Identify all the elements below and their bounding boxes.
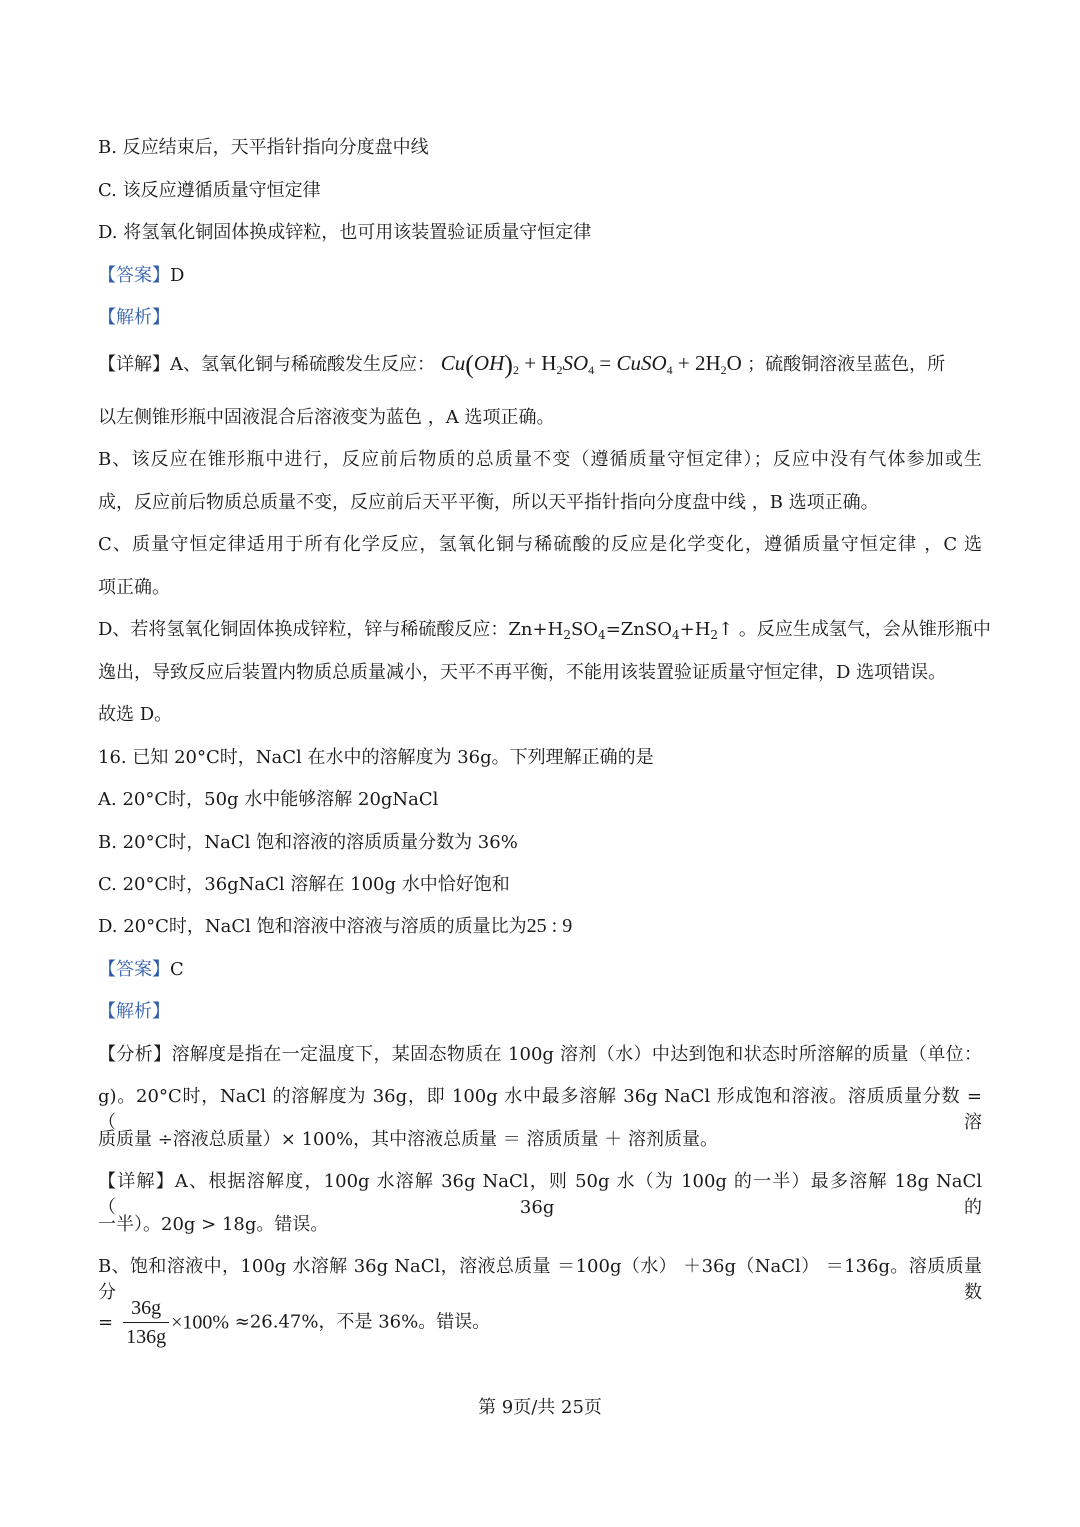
- q16-answer: [98, 955, 184, 981]
- q15-answer: [98, 261, 184, 287]
- q15-detail-c-line1: C、质量守恒定律适用于所有化学反应，氢氧化铜与稀硫酸的反应是化学变化，遵循质量守恒定律 ，C 选: [98, 534, 982, 555]
- answer-value: C: [170, 959, 184, 980]
- q15-analysis-tag: 【解析】: [98, 307, 170, 328]
- answer-tag: 【答案】: [98, 265, 170, 286]
- q16-detail-b-formula: = $\frac{36g}{136g}$ ×100% ≈26.47%，不是 36%。错误。: [98, 1297, 491, 1348]
- q15-detail-d-line2: 逸出，导致反应后装置内物质总质量减小，天平不再平衡，不能用该装置验证质量守恒定律，D 选项错误。: [98, 662, 947, 683]
- q16-detail-a-line1: 【详解】A、根据溶解度，100g 水溶解 36g NaCl，则 50g 水（为 100g 的一半）最多溶解 18g NaCl（36g 的: [98, 1171, 982, 1218]
- q16-analysis-tag: 【解析】: [98, 1001, 170, 1022]
- detail-a-prefix: A、氢氧化铜与稀硫酸发生反应：: [170, 354, 435, 375]
- q16-detail-a-line2: 一半）。20g > 18g。错误。: [98, 1214, 329, 1235]
- q15-option-c: C. 该反应遵循质量守恒定律: [98, 180, 321, 201]
- q16-fenxi-line1: 【分析】溶解度是指在一定温度下，某固态物质在 100g 溶剂（水）中达到饱和状态时所溶解的质量（单位：: [98, 1044, 982, 1065]
- q15-detail-a-line2: 以左侧锥形瓶中固液混合后溶液变为蓝色 ，A 选项正确。: [98, 407, 555, 428]
- q15-option-d: D. 将氢氧化铜固体换成锌粒，也可用该装置验证质量守恒定律: [98, 222, 592, 243]
- q15-detail-a-line1: [98, 350, 982, 380]
- fraction: $\frac{36g}{136g}$: [123, 1296, 169, 1349]
- q15-detail-b-line2: 成，反应前后物质总质量不变，反应前后天平平衡，所以天平指针指向分度盘中线 ，B 选项正确。: [98, 492, 879, 513]
- q16-stem: 16. 已知 20°C时，NaCl 在水中的溶解度为 36g。下列理解正确的是: [98, 747, 654, 768]
- q15-detail-b-line1: B、该反应在锥形瓶中进行，反应前后物质的总质量不变（遵循质量守恒定律）；反应中没有气体参加或生: [98, 449, 982, 470]
- q16-fenxi-line2: g)。20°C时，NaCl 的溶解度为 36g，即 100g 水中最多溶解 36g NaCl 形成饱和溶液。溶质质量分数 =（溶: [98, 1086, 982, 1133]
- q15-choose: 故选 D。: [98, 704, 173, 725]
- q15-option-b: B. 反应结束后，天平指针指向分度盘中线: [98, 137, 429, 158]
- ratio: 25 : 9: [526, 915, 573, 937]
- q16-fenxi-line3: 质质量 ÷溶液总质量）× 100%，其中溶液总质量 ＝ 溶质质量 ＋ 溶剂质量。: [98, 1129, 718, 1150]
- q16-option-c: C. 20°C时，36gNaCl 溶解在 100g 水中恰好饱和: [98, 874, 510, 895]
- q15-detail-d-line1: D、若将氢氧化铜固体换成锌粒，锌与稀硫酸反应：$Zn+H_2SO_4=ZnSO_4+H_2↑$ 。反应生成氢气，会从锥形瓶中: [98, 619, 991, 642]
- q16-option-a: A. 20°C时，50g 水中能够溶解 20gNaCl: [98, 789, 439, 810]
- chemical-equation: $Cu(OH)_2 + H_2SO_4$ = CuSO$_4$ + $2H_2O$: [440, 350, 742, 379]
- q16-option-d: D. 20°C时，NaCl 饱和溶液中溶液与溶质的质量比为25 : 9: [98, 915, 573, 937]
- q16-option-b: B. 20°C时，NaCl 饱和溶液的溶质质量分数为 36%: [98, 832, 518, 853]
- answer-tag: 【答案】: [98, 959, 170, 980]
- page-footer: 第 9页/共 25页: [478, 1397, 602, 1418]
- detail-a-suffix: ；硫酸铜溶液呈蓝色，所: [747, 354, 946, 375]
- answer-value: D: [170, 265, 185, 286]
- q15-detail-c-line2: 项正确。: [98, 577, 170, 598]
- fenxi-tag: 【分析】: [98, 1044, 172, 1065]
- q16-detail-b-line1: B、饱和溶液中，100g 水溶解 36g NaCl，溶液总质量 ＝100g（水） ＋36g（NaCl） ＝136g。溶质质量分数: [98, 1256, 982, 1303]
- detail-tag: 【详解】: [98, 354, 170, 375]
- detail-tag: 【详解】: [98, 1171, 175, 1192]
